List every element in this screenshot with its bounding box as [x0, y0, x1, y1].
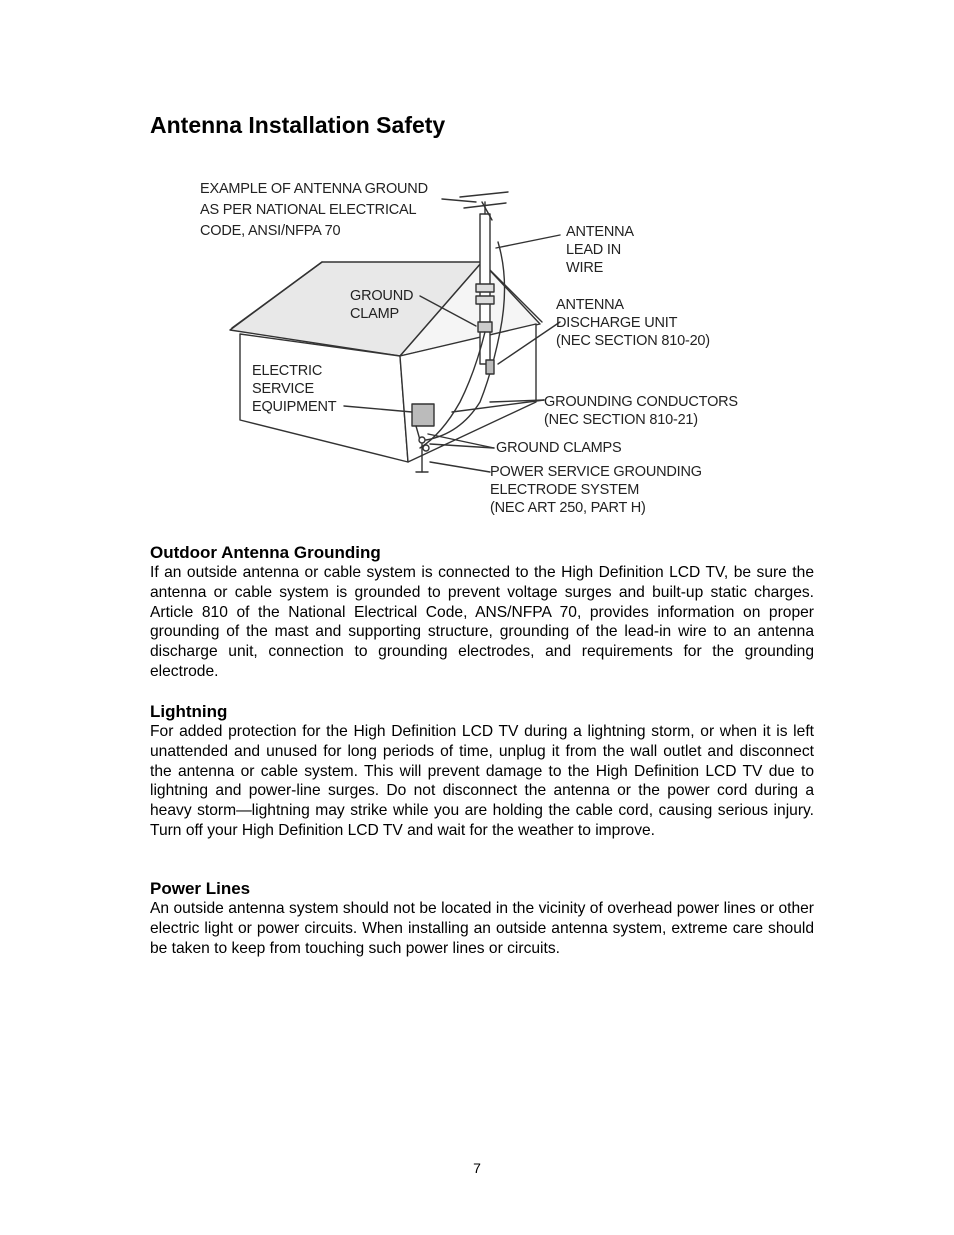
- diagram-caption-line: EXAMPLE OF ANTENNA GROUND: [200, 181, 428, 197]
- section-heading: Lightning: [150, 702, 228, 721]
- electric-service-line: EQUIPMENT: [252, 399, 337, 415]
- antenna-lead-label: [566, 224, 637, 276]
- antenna-lead-line: ANTENNA: [566, 224, 634, 240]
- antenna-lead-line: LEAD IN: [566, 242, 622, 258]
- page-title: Antenna Installation Safety: [150, 112, 446, 138]
- discharge-unit-line: (NEC SECTION 810-20): [556, 333, 710, 349]
- grounding-conductors-line: GROUNDING CONDUCTORS: [544, 394, 738, 410]
- section-power-lines: [150, 879, 814, 958]
- grounding-conductors-line: (NEC SECTION 810-21): [544, 412, 698, 428]
- diagram-caption-line: AS PER NATIONAL ELECTRICAL: [200, 202, 416, 218]
- section-body: For added protection for the High Definition LCD TV during a lightning storm, or when it is left unattended and unused for long periods of time, unplug it from the wall outlet and disconnect the antenna or cable system. This will prevent damage to the High Definition LCD TV due to lightning and power-line surges. Do not disconnect the antenna or the power cord during a heavy storm—lightning may strike while you are holding the cable cord, causing serious injury. Turn off your High Definition LCD TV and wait for the weather to improve.: [150, 723, 814, 839]
- ground-clamps-label: [496, 440, 622, 456]
- discharge-unit-label: [556, 297, 710, 349]
- ground-clamp-mast: [478, 322, 492, 332]
- power-service-label: [490, 464, 706, 516]
- section-lightning: [150, 702, 814, 841]
- ground-clamp-line: GROUND: [350, 288, 414, 304]
- electric-service-box: [412, 404, 434, 426]
- ground-clamp-line: CLAMP: [350, 306, 399, 322]
- house-front-wall: [240, 334, 408, 462]
- grounding-conductors-label: [544, 394, 742, 428]
- discharge-unit-line: ANTENNA: [556, 297, 624, 313]
- section-body: If an outside antenna or cable system is connected to the High Definition LCD TV, be sure the antenna or cable system is grounded to prevent voltage surges and built-up static charges. Article 810 of the National Electrical Code, ANS/NFPA 70, provides information on proper grounding of the mast and supporting structure, grounding of the lead-in wire to an antenna discharge unit, connection to grounding electrodes, and requirements for the grounding electrode.: [150, 564, 814, 680]
- power-service-line: POWER SERVICE GROUNDING: [490, 464, 702, 480]
- section-outdoor-grounding: [150, 543, 814, 682]
- electric-service-line: ELECTRIC: [252, 363, 323, 379]
- power-service-line: (NEC ART 250, PART H): [490, 500, 646, 516]
- section-body: An outside antenna system should not be located in the vicinity of overhead power lines or other electric light or power circuits. When installing an outside antenna system, extreme care should be taken to keep from touching such power lines or circuits.: [150, 900, 814, 957]
- ground-clamps-line: GROUND CLAMPS: [496, 440, 622, 456]
- power-service-line: ELECTRODE SYSTEM: [490, 482, 640, 498]
- section-heading: Power Lines: [150, 879, 251, 898]
- diagram-caption: [200, 181, 432, 239]
- discharge-unit-line: DISCHARGE UNIT: [556, 315, 678, 331]
- section-heading: Outdoor Antenna Grounding: [150, 543, 381, 562]
- antenna-ground-diagram: [180, 172, 780, 522]
- antenna-ground-illustration: [180, 172, 780, 522]
- page-number: 7: [473, 1160, 481, 1176]
- discharge-unit: [486, 360, 494, 374]
- electric-service-line: SERVICE: [252, 381, 314, 397]
- diagram-caption-line: CODE, ANSI/NFPA 70: [200, 223, 341, 239]
- antenna-lead-line: WIRE: [566, 260, 604, 276]
